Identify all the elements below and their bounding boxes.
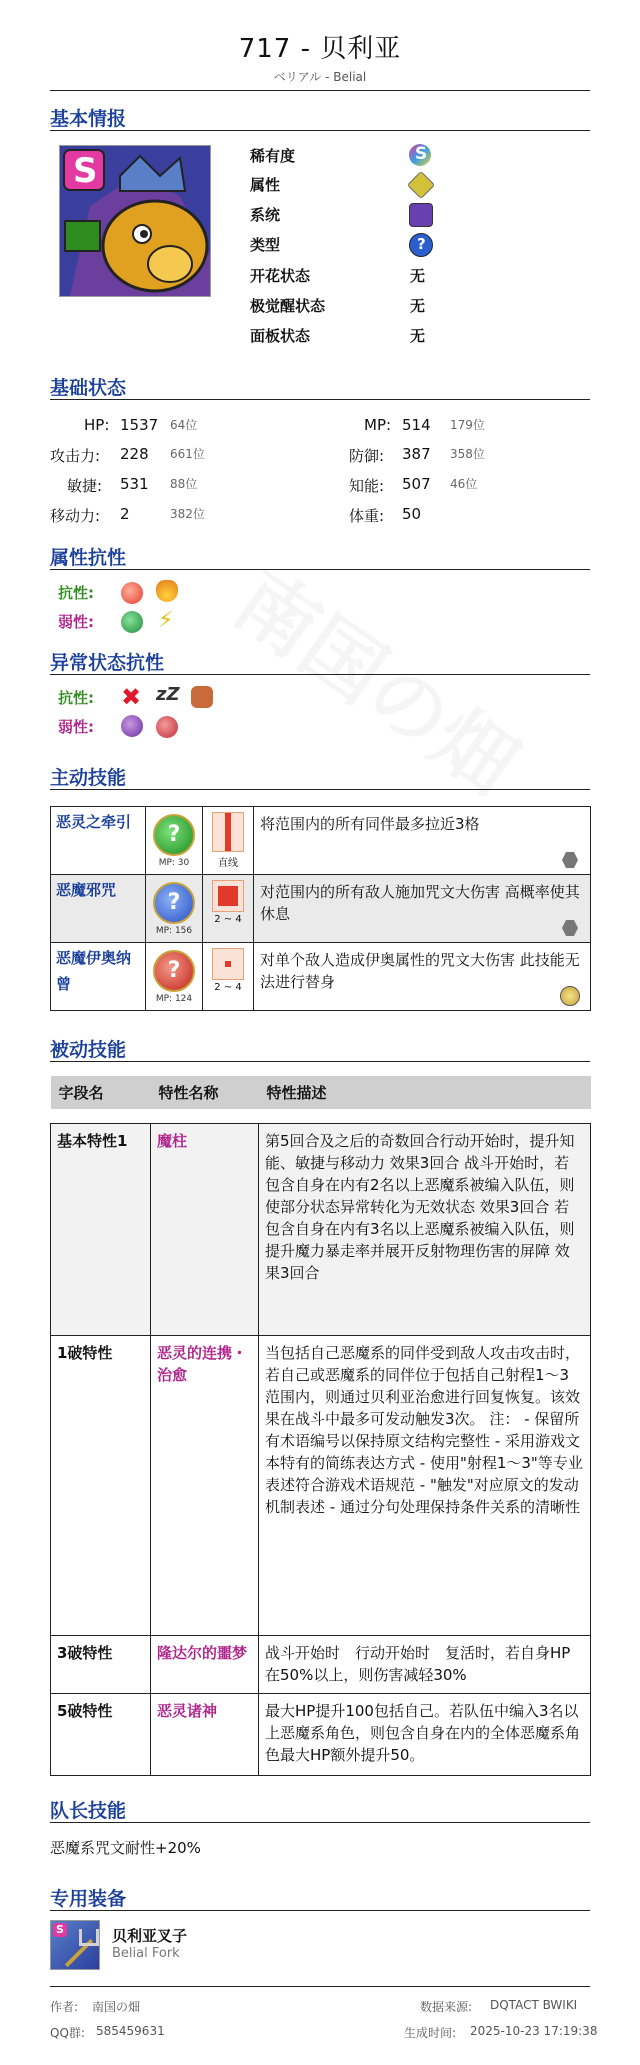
col-header-name: 特性名称 (151, 1076, 259, 1109)
passive-skill-name: 恶灵诸神 (151, 1693, 259, 1775)
leader-skill-text: 恶魔系咒文耐性+20% (50, 1839, 201, 1857)
active-skill-icon-cell (146, 943, 203, 1011)
passive-skill-name: 恶灵的连携・治愈 (151, 1335, 259, 1635)
type-magic-icon: ? (409, 233, 433, 257)
passive-skill-desc: 最大HP提升100包括自己。若队伍中编入3名以上恶魔系角色，则包含自身在内的全体恶魔系角色最大HP额外提升50。 (259, 1693, 591, 1775)
hp-rank: 64位 (170, 418, 198, 432)
footer-author: 南国の畑 (92, 2000, 141, 2014)
skill-type-hexagon-icon (562, 920, 578, 936)
section-heading-leader-skill: 队长技能 (50, 1800, 127, 1822)
weight-value: 50 (402, 505, 422, 523)
mov-value: 2 (120, 505, 130, 523)
lightning-icon: ⚡ (158, 608, 174, 633)
paralysis-icon (191, 686, 213, 708)
passive-skill-field: 基本特性1 (51, 1123, 151, 1335)
skill-range-label: 2 ~ 4 (214, 914, 242, 925)
footer-author-label: 作者: (50, 2000, 79, 2014)
def-label: 防御: (349, 447, 385, 465)
skill-demon-curse-icon: ? (153, 882, 195, 924)
active-skill-range-cell (203, 807, 254, 875)
mov-rank: 382位 (170, 507, 205, 521)
skill-range-label: 2 ~ 4 (214, 982, 242, 993)
int-label: 知能: (349, 477, 385, 495)
equipment-fork-icon[interactable]: S (50, 1920, 100, 1970)
active-skill-name: 恶魔邪咒 (51, 875, 146, 943)
sleep-icon: zZ (156, 684, 180, 705)
element-weak-label: 弱性: (58, 613, 94, 631)
passive-skill-table (50, 1076, 591, 1776)
active-skill-desc (254, 943, 591, 1011)
section-heading-element-resist: 属性抗性 (50, 547, 127, 569)
page-subtitle: ベリアル - Belial (273, 70, 367, 84)
footer-time: 2025-10-23 17:19:38 (470, 2024, 598, 2038)
passive-skill-row (51, 1693, 591, 1775)
family-label: 系统 (250, 206, 281, 224)
range-grid-icon (212, 948, 244, 980)
skill-io-icon: ? (153, 950, 195, 992)
passive-skill-header-row (51, 1076, 591, 1109)
divider (50, 1061, 590, 1062)
passive-skill-field: 5破特性 (51, 1693, 151, 1775)
divider (50, 1910, 590, 1911)
active-skill-table (50, 806, 591, 1011)
status-weak-label: 弱性: (58, 718, 94, 736)
active-skill-icon-cell (146, 807, 203, 875)
footer-time-label: 生成时间: (404, 2026, 457, 2040)
active-skill-desc-text: 对单个敌人造成伊奥属性的咒文大伤害 此技能无法进行替身 (260, 951, 580, 991)
element-thunder-icon (407, 171, 435, 199)
passive-skill-row (51, 1123, 591, 1335)
bloom-state-label: 开花状态 (250, 267, 311, 285)
mov-label: 移动力: (50, 507, 101, 525)
passive-skill-name: 隆达尔的噩梦 (151, 1635, 259, 1693)
watermark (216, 539, 544, 817)
footer-source-label: 数据来源: (420, 2000, 473, 2014)
active-skill-desc (254, 875, 591, 943)
def-value: 387 (402, 445, 431, 463)
section-heading-passive-skills: 被动技能 (50, 1039, 127, 1061)
active-skill-name: 恶灵之牵引 (51, 807, 146, 875)
atk-label: 攻击力: (50, 447, 101, 465)
active-skill-desc-text: 将范围内的所有同伴最多拉近3格 (260, 815, 480, 833)
divider (50, 90, 590, 91)
divider (50, 130, 590, 131)
agi-rank: 88位 (170, 477, 198, 491)
wind-icon (121, 611, 143, 633)
hp-label: HP: (84, 416, 110, 434)
page-title: 717 - 贝利亚 (238, 34, 402, 64)
rarity-label: 稀有度 (250, 147, 296, 165)
family-demon-icon (409, 203, 433, 227)
range-grid-icon (212, 812, 244, 852)
atk-value: 228 (120, 445, 149, 463)
divider (50, 569, 590, 570)
skill-type-hexagon-icon (562, 852, 578, 868)
panel-state-value: 无 (410, 327, 426, 345)
agi-label: 敏捷: (67, 477, 103, 495)
skill-range-label: 直线 (218, 858, 238, 869)
agi-value: 531 (120, 475, 149, 493)
equipment-name: 贝利亚叉子 (112, 1927, 188, 1945)
element-label: 属性 (250, 176, 281, 194)
active-skill-name: 恶魔伊奥纳曾 (51, 943, 146, 1011)
weight-label: 体重: (349, 507, 385, 525)
equipment-name-en: Belial Fork (112, 1946, 180, 1961)
passive-skill-row (51, 1335, 591, 1635)
active-skill-row[interactable] (51, 943, 591, 1011)
active-skill-icon-cell (146, 875, 203, 943)
range-grid-icon (212, 880, 244, 912)
divider (50, 674, 590, 675)
divider (50, 399, 590, 400)
fire-icon (121, 582, 143, 604)
bloom-state-value: 无 (410, 267, 426, 285)
skill-heal-icon: ? (153, 814, 195, 856)
divider (50, 789, 590, 790)
rarity-s-icon: S (409, 144, 431, 166)
active-skill-desc-text: 对范围内的所有敌人施加咒文大伤害 高概率使其休息 (260, 883, 580, 923)
section-heading-base-stats: 基础状态 (50, 377, 127, 399)
active-skill-row[interactable] (51, 875, 591, 943)
poison-icon (121, 715, 143, 737)
awakening-state-value: 无 (410, 297, 426, 315)
hp-value: 1537 (120, 416, 159, 434)
panel-state-label: 面板状态 (250, 327, 311, 345)
section-heading-basic-info: 基本情报 (50, 108, 127, 130)
footer-source: DQTACT BWIKI (490, 1998, 578, 2012)
active-skill-desc (254, 807, 591, 875)
col-header-desc: 特性描述 (259, 1076, 591, 1109)
atk-rank: 661位 (170, 447, 205, 461)
passive-skill-desc: 战斗开始时 行动开始时 复活时，若自身HP在50%以上，则伤害减轻30% (259, 1635, 591, 1693)
divider (50, 1986, 590, 1987)
col-header-field: 字段名 (51, 1076, 151, 1109)
active-skill-range-cell (203, 943, 254, 1011)
skill-mp-cost: MP: 156 (155, 926, 193, 936)
section-heading-status-resist: 异常状态抗性 (50, 652, 165, 674)
type-label: 类型 (250, 236, 281, 254)
skill-type-sun-icon (560, 986, 580, 1006)
mp-label: MP: (364, 416, 392, 434)
seal-icon: ✖ (121, 683, 142, 711)
int-rank: 46位 (450, 477, 478, 491)
status-resist-label: 抗性: (58, 689, 94, 707)
passive-skill-field: 1破特性 (51, 1335, 151, 1635)
int-value: 507 (402, 475, 431, 493)
confusion-icon (156, 716, 178, 738)
passive-skill-desc: 当包括自己恶魔系的同伴受到敌人攻击攻击时，若自己或恶魔系的同伴位于包括自己射程1～3范围内，则通过贝利亚治愈进行回复恢复。该效果在战斗中最多可发动触发3次。 注： - 保留所有术语编号以保持原文结构完整性 - 采用游戏文本特有的简练表达方式 - 使用"射程1～3"等专业表述符合游戏术语规范 - "触发"对应原文的发动机制表述 - 通过分句处理保持条件关系的清晰性 (259, 1335, 591, 1635)
section-heading-active-skills: 主动技能 (50, 767, 127, 789)
skill-mp-cost: MP: 124 (155, 994, 193, 1004)
element-resist-label: 抗性: (58, 584, 94, 602)
footer-qq-label: QQ群: (50, 2026, 85, 2040)
active-skill-range-cell (203, 875, 254, 943)
passive-skill-name: 魔柱 (151, 1123, 259, 1335)
mp-rank: 179位 (450, 418, 485, 432)
monster-portrait (59, 145, 211, 297)
awakening-state-label: 极觉醒状态 (250, 297, 326, 315)
section-heading-equipment: 专用装备 (50, 1888, 127, 1910)
mp-value: 514 (402, 416, 431, 434)
belial-portrait-icon (60, 146, 210, 296)
passive-skill-desc: 第5回合及之后的奇数回合行动开始时，提升知能、敏捷与移动力 效果3回合 战斗开始时，若包含自身在内有2名以上恶魔系被编入队伍，则使部分状态异常转化为无效状态 效果3回合 若包含自身在内有3名以上恶魔系被编入队伍，则提升魔力暴走率并展开反射物理伤害的屏障 效果3回合 (259, 1123, 591, 1335)
spacer-row (51, 1109, 591, 1123)
passive-skill-field: 3破特性 (51, 1635, 151, 1693)
flame-icon (156, 580, 178, 602)
active-skill-row[interactable] (51, 807, 591, 875)
def-rank: 358位 (450, 447, 485, 461)
divider (50, 1822, 590, 1823)
svg-text:S: S (73, 151, 98, 191)
skill-mp-cost: MP: 30 (158, 858, 190, 868)
passive-skill-row (51, 1635, 591, 1693)
footer-qq: 585459631 (96, 2024, 165, 2038)
